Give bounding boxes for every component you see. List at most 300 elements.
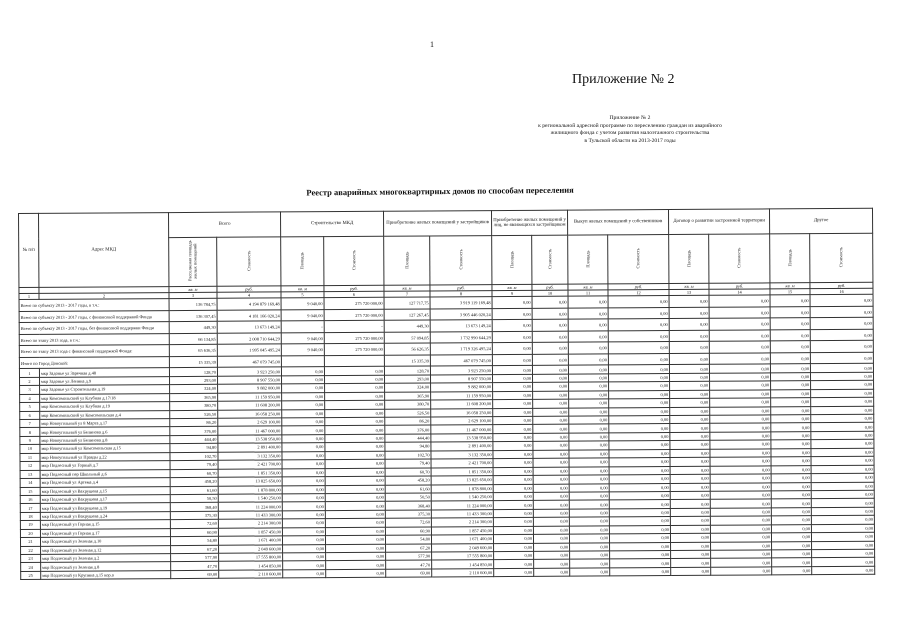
row-value-cell: 0,00 — [811, 364, 874, 373]
sub-header-label: Стоимость — [351, 250, 357, 271]
row-value-cell: 368,40 — [170, 503, 218, 512]
row-value-cell: 2 629 100,00 — [218, 418, 282, 427]
row-value-cell: 11 467 000,00 — [431, 425, 493, 434]
summary-cell: 0,00 — [770, 330, 810, 342]
row-value-cell: 0,00 — [569, 399, 609, 408]
unit-cell: кв. м — [568, 284, 608, 290]
row-value-cell: 0,00 — [532, 366, 568, 375]
unit-cell: кв. м — [169, 286, 217, 292]
row-value-cell: 16 058 250,00 — [431, 408, 493, 417]
row-value-cell: 0,00 — [569, 475, 609, 484]
row-value-cell: 0,00 — [533, 416, 569, 425]
row-value-cell: 0,00 — [812, 532, 875, 541]
row-value-cell: 0,00 — [494, 543, 534, 552]
row-value-cell: 0,00 — [569, 458, 609, 467]
row-value-cell: 324,00 — [385, 383, 431, 392]
row-value-cell: 0,00 — [670, 390, 710, 399]
summary-cell: 1 995 045 495,24 — [217, 344, 281, 356]
row-value-cell: 0,00 — [771, 373, 811, 382]
row-index: 10 — [20, 445, 40, 454]
row-value-cell: 0,00 — [711, 550, 772, 559]
row-value-cell: 47,70 — [171, 562, 219, 571]
row-value-cell: 0,00 — [282, 460, 325, 469]
summary-label: Всего по субъекту 2013 - 2017 годы, с финансовой поддержкой Фонда — [19, 310, 169, 322]
appendix-subtitle — [490, 115, 770, 145]
row-index: 15 — [20, 487, 40, 496]
row-value-cell: 0,00 — [534, 568, 570, 577]
sub-header-label: Площадь — [787, 249, 793, 267]
summary-cell: 56 626,35 — [384, 343, 430, 355]
row-value-cell: 0,00 — [811, 389, 874, 398]
summary-cell: 0,00 — [608, 353, 669, 365]
sub-header-label: Стоимость — [547, 249, 553, 270]
row-value-cell: 0,00 — [533, 458, 569, 467]
row-value-cell: 0,00 — [493, 526, 533, 535]
row-value-cell: 0,00 — [493, 467, 533, 476]
row-address: мкр Комсомольский ул Клубная д.17/18 — [40, 393, 170, 402]
row-index: 6 — [20, 411, 40, 420]
row-value-cell: 0,00 — [534, 560, 570, 569]
row-value-cell: 0,00 — [771, 457, 811, 466]
row-value-cell: 0,00 — [812, 549, 875, 558]
row-value-cell: 0,00 — [325, 485, 385, 494]
row-value-cell: 60,70 — [170, 469, 218, 478]
summary-cell: 0,00 — [568, 319, 608, 331]
summary-label: Всего по субъекту 2013 - 2017 годы, без финансовой поддержки Фонда — [19, 322, 169, 334]
row-index: 9 — [20, 436, 40, 445]
row-value-cell: 0,00 — [709, 364, 770, 373]
row-value-cell: 0,00 — [771, 474, 811, 483]
row-index: 2 — [20, 377, 40, 386]
row-value-cell: 0,00 — [670, 398, 710, 407]
row-address: мкр Задонье ул Заречная д.48 — [39, 368, 169, 377]
row-value-cell: 0,00 — [493, 475, 533, 484]
sub-header-cell — [770, 234, 810, 283]
row-address: мкр Подлесный ул Вахрушева д.19 — [40, 503, 170, 512]
row-value-cell: 0,00 — [609, 500, 670, 509]
row-value-cell: 0,00 — [771, 423, 811, 432]
row-value-cell: 0,00 — [569, 382, 609, 391]
row-value-cell: 0,00 — [670, 432, 710, 441]
row-value-cell: 17 555 800,00 — [432, 552, 494, 561]
summary-cell: 449,30 — [384, 320, 430, 332]
row-value-cell: 11 159 950,00 — [431, 391, 493, 400]
sub-header-label: Стоимость — [736, 247, 742, 269]
summary-cell: 275 720 000,00 — [324, 298, 384, 310]
row-value-cell: 0,00 — [568, 365, 608, 374]
column-number-cell: 8 — [430, 291, 492, 298]
sub-header-cell — [810, 233, 873, 282]
row-value-cell: 72,60 — [385, 518, 431, 527]
summary-cell: 0,00 — [568, 354, 608, 366]
row-value-cell: 368,40 — [385, 501, 431, 510]
row-value-cell: 0,00 — [325, 527, 385, 536]
row-value-cell: 0,00 — [811, 372, 874, 381]
row-address: мкр Подлесный ул Зеленая д.10 — [40, 537, 170, 546]
row-value-cell: 0,00 — [325, 493, 385, 502]
header-purchase-non-developers: Приобретение жилых помещений у лиц, не являющихся застройщиком — [492, 210, 568, 235]
row-value-cell: 1 851 350,00 — [218, 469, 282, 478]
sub-header-label: Расселяемая площадь жилых помещений — [187, 241, 198, 282]
row-value-cell: 0,00 — [670, 424, 710, 433]
row-value-cell: 0,00 — [670, 373, 710, 382]
row-value-cell: 0,00 — [569, 433, 609, 442]
summary-label: Всего по этапу 2013 года с финансовой поддержкой Фонда: — [19, 345, 169, 357]
row-index: 22 — [21, 546, 41, 555]
row-value-cell: 0,00 — [493, 518, 533, 527]
sub-header-cell — [492, 235, 532, 284]
row-value-cell: 0,00 — [282, 519, 325, 528]
summary-cell: 0,00 — [709, 353, 770, 365]
summary-cell: 3 919 119 169,48 — [430, 297, 492, 309]
row-value-cell: 0,00 — [771, 389, 811, 398]
row-value-cell: 0,00 — [494, 535, 534, 544]
row-address: мкр Задонье ул Ленина д.9 — [40, 376, 170, 385]
unit-cell: руб. — [430, 285, 492, 292]
row-value-cell: 0,00 — [282, 392, 325, 401]
row-value-cell: 0,00 — [282, 494, 325, 503]
row-value-cell: 0,00 — [325, 443, 385, 452]
summary-cell: 275 720 000,00 — [324, 344, 384, 356]
summary-cell: 0,00 — [532, 297, 568, 309]
row-value-cell: 0,00 — [533, 425, 569, 434]
row-value-cell: 86,20 — [170, 418, 218, 427]
row-value-cell: 0,00 — [771, 516, 811, 525]
row-value-cell: 0,00 — [534, 551, 570, 560]
header-buyout: Выкуп жилых помещений у собственников — [568, 210, 669, 236]
row-value-cell: 0,00 — [569, 374, 609, 383]
row-value-cell: 0,00 — [670, 457, 710, 466]
row-value-cell: 0,00 — [324, 367, 384, 376]
row-value-cell: 11 433 300,00 — [218, 511, 282, 520]
summary-cell — [324, 355, 384, 367]
summary-label: Всего по этапу 2013 года, в т.ч.: — [19, 333, 169, 345]
summary-cell: 0,00 — [669, 342, 709, 354]
summary-cell: 0,00 — [770, 353, 810, 365]
row-index: 20 — [20, 529, 40, 538]
row-value-cell: 0,00 — [493, 400, 533, 409]
row-value-cell: 0,00 — [771, 364, 811, 373]
row-value-cell: 102,70 — [385, 451, 431, 460]
row-value-cell: 0,00 — [670, 517, 710, 526]
row-value-cell: 0,00 — [811, 499, 874, 508]
summary-cell: 467 079 745,00 — [217, 356, 281, 368]
row-value-cell: 1 878 800,00 — [218, 485, 282, 494]
summary-label: Всего по субъекту 2013 - 2017 годы, в т.ч.: — [19, 299, 169, 311]
summary-cell: 0,00 — [709, 330, 770, 342]
sub-header-cell — [709, 234, 770, 283]
row-value-cell: 0,00 — [282, 527, 325, 536]
row-value-cell: 2 421 700,00 — [218, 460, 282, 469]
row-value-cell: 11 608 200,00 — [431, 400, 493, 409]
row-value-cell: 0,00 — [493, 383, 533, 392]
row-value-cell: 375,30 — [170, 511, 218, 520]
row-value-cell: 0,00 — [533, 441, 569, 450]
summary-cell: 0,00 — [532, 331, 568, 343]
unit-cell: кв. м — [384, 285, 430, 291]
row-value-cell: 0,00 — [493, 459, 533, 468]
row-value-cell: 2 214 300,00 — [431, 518, 493, 527]
row-value-cell: 0,00 — [670, 415, 710, 424]
row-index: 18 — [20, 512, 40, 521]
row-value-cell: 47,70 — [386, 560, 432, 569]
summary-cell: 0,00 — [810, 306, 873, 318]
summary-cell: 0,00 — [608, 342, 669, 354]
header-address: Адрес МКД — [39, 213, 169, 288]
sub-header-label: Площадь — [404, 251, 410, 269]
row-value-cell: 0,00 — [533, 467, 569, 476]
row-value-cell: 0,00 — [811, 431, 874, 440]
row-value-cell: 0,00 — [670, 474, 710, 483]
row-value-cell: 0,00 — [325, 519, 385, 528]
row-value-cell: 3 132 350,00 — [218, 452, 282, 461]
row-value-cell: 0,00 — [811, 507, 874, 516]
column-number-cell: 7 — [384, 291, 430, 297]
row-value-cell: 0,00 — [710, 474, 771, 483]
row-address: мкр Подлесный ул Горный д.7 — [40, 461, 170, 470]
summary-cell: 127 267,45 — [384, 309, 430, 321]
row-value-cell: 60,90 — [170, 528, 218, 537]
row-value-cell: 102,70 — [170, 452, 218, 461]
row-address: мкр Подлесный ул Вахрушева д.17 — [40, 495, 170, 504]
row-address: мкр Подлесный ул Зеленая д.12 — [41, 545, 171, 554]
row-value-cell: 0,00 — [569, 441, 609, 450]
row-value-cell: 0,00 — [569, 526, 609, 535]
row-value-cell: 128,70 — [384, 366, 430, 375]
row-value-cell: 324,00 — [170, 385, 218, 394]
row-index: 19 — [20, 521, 40, 530]
row-value-cell: 0,00 — [671, 542, 711, 551]
row-value-cell: 0,00 — [534, 534, 570, 543]
summary-cell: 0,00 — [608, 330, 669, 342]
unit-cell: руб. — [532, 284, 568, 290]
row-value-cell: 0,00 — [610, 551, 671, 560]
subtitle-line: в Тульской области на 2013-2017 годы — [584, 137, 676, 144]
row-value-cell: 380,70 — [385, 400, 431, 409]
row-value-cell: 50,50 — [385, 493, 431, 502]
row-value-cell: 0,00 — [771, 482, 811, 491]
row-value-cell: 0,00 — [494, 560, 534, 569]
row-value-cell: 0,00 — [533, 408, 569, 417]
row-value-cell: 1 857 450,00 — [218, 528, 282, 537]
row-value-cell: 0,00 — [771, 432, 811, 441]
column-number-cell: 11 — [568, 290, 608, 296]
column-number-cell: 4 — [217, 292, 281, 299]
summary-cell: 0,00 — [532, 320, 568, 332]
row-index: 25 — [21, 571, 41, 580]
header-construction: Строительство МКД — [281, 211, 384, 237]
row-value-cell: 0,00 — [325, 459, 385, 468]
row-value-cell: 0,00 — [609, 491, 670, 500]
header-index: № п/п — [19, 213, 39, 287]
row-value-cell: 0,00 — [325, 417, 385, 426]
row-value-cell: 0,00 — [493, 425, 533, 434]
unit-cell: кв. м — [669, 283, 709, 289]
summary-cell: 275 720 000,00 — [324, 332, 384, 344]
row-value-cell: 0,00 — [325, 392, 385, 401]
sub-header-cell — [669, 234, 709, 283]
row-value-cell: 0,00 — [493, 433, 533, 442]
row-address: мкр Подлесный пер Школьный д.6 — [40, 469, 170, 478]
row-index: 16 — [20, 495, 40, 504]
row-value-cell: 0,00 — [772, 550, 812, 559]
row-value-cell: 13 538 950,00 — [218, 435, 282, 444]
summary-label: Итого по Город Донской: — [19, 356, 169, 368]
row-value-cell: 1 878 800,00 — [431, 484, 493, 493]
row-value-cell: 526,50 — [385, 409, 431, 418]
row-value-cell: 0,00 — [569, 424, 609, 433]
row-value-cell: 0,00 — [533, 450, 569, 459]
row-value-cell: 0,00 — [811, 516, 874, 525]
row-value-cell: 0,00 — [670, 525, 710, 534]
row-address: мкр Задонье ул Строительная д.19 — [40, 385, 170, 394]
row-value-cell: 11 433 300,00 — [431, 509, 493, 518]
unit-cell: руб. — [608, 284, 669, 291]
row-address: мкр Комсомольский ул Клубная д.19 — [40, 402, 170, 411]
row-value-cell: 0,00 — [533, 475, 569, 484]
row-value-cell: 1 454 850,00 — [219, 561, 283, 570]
row-value-cell: 0,00 — [609, 399, 670, 408]
row-index: 12 — [20, 462, 40, 471]
row-value-cell: 0,00 — [771, 415, 811, 424]
summary-cell: 0,00 — [608, 319, 669, 331]
row-value-cell: 0,00 — [326, 552, 386, 561]
row-value-cell: 0,00 — [283, 553, 326, 562]
header-purchase-developers: Приобретение жилых помещений у застройщиков — [384, 211, 492, 237]
row-value-cell: 0,00 — [710, 415, 771, 424]
summary-cell: 0,00 — [608, 296, 669, 308]
row-value-cell: 0,00 — [493, 391, 533, 400]
row-value-cell: 2 049 600,00 — [219, 544, 283, 553]
row-address: мкр Подлесный ул Вахрушева д.15 — [40, 486, 170, 495]
summary-cell: 13 673 149,24 — [217, 321, 281, 333]
row-value-cell: 86,20 — [385, 417, 431, 426]
row-value-cell: 0,00 — [710, 390, 771, 399]
summary-cell: 9 040,00 — [281, 344, 324, 356]
row-index: 1 — [19, 369, 39, 378]
row-value-cell: 0,00 — [492, 366, 532, 375]
row-value-cell: 0,00 — [811, 423, 874, 432]
row-value-cell: 0,00 — [325, 426, 385, 435]
row-value-cell: 0,00 — [282, 418, 325, 427]
summary-cell: 0,00 — [669, 319, 709, 331]
row-value-cell: 0,00 — [569, 492, 609, 501]
sub-header-cell — [384, 236, 430, 285]
summary-cell: 0,00 — [709, 307, 770, 319]
column-number-cell: 14 — [709, 289, 770, 296]
row-value-cell: 0,00 — [710, 423, 771, 432]
summary-cell: 0,00 — [532, 308, 568, 320]
row-value-cell: 0,00 — [811, 406, 874, 415]
summary-cell: - — [324, 321, 384, 333]
row-value-cell: 9 882 000,00 — [431, 383, 493, 392]
row-value-cell: 3 923 250,00 — [430, 366, 492, 375]
summary-cell: 0,00 — [492, 331, 532, 343]
row-value-cell: 365,90 — [385, 392, 431, 401]
row-index: 14 — [20, 478, 40, 487]
row-value-cell: 0,00 — [609, 416, 670, 425]
row-value-cell: 0,00 — [533, 492, 569, 501]
appendix-title: Приложение № 2 — [572, 72, 675, 87]
row-value-cell: 0,00 — [283, 570, 326, 579]
row-value-cell: 1 671 400,00 — [432, 535, 494, 544]
row-value-cell: 0,00 — [670, 407, 710, 416]
row-value-cell: 0,00 — [710, 432, 771, 441]
row-value-cell: 0,00 — [570, 542, 610, 551]
summary-cell — [281, 356, 324, 368]
row-value-cell: 0,00 — [282, 435, 325, 444]
row-value-cell: 16 058 250,00 — [218, 409, 282, 418]
summary-cell: 0,00 — [608, 307, 669, 319]
row-value-cell: 11 224 000,00 — [431, 501, 493, 510]
row-value-cell: 0,00 — [493, 374, 533, 383]
row-value-cell: 2 110 600,00 — [432, 569, 494, 578]
sub-header-label: Площадь — [585, 250, 591, 268]
row-value-cell: 375,30 — [385, 510, 431, 519]
summary-cell: 0,00 — [492, 343, 532, 355]
row-value-cell: 458,20 — [385, 476, 431, 485]
row-value-cell: 0,00 — [569, 517, 609, 526]
summary-cell: 65 636,35 — [169, 345, 217, 357]
row-value-cell: 293,00 — [170, 376, 218, 385]
row-value-cell: 0,00 — [811, 440, 874, 449]
row-value-cell: 0,00 — [570, 568, 610, 577]
summary-cell: 136 784,75 — [169, 299, 217, 311]
row-value-cell: 0,00 — [710, 525, 771, 534]
row-value-cell: 0,00 — [811, 473, 874, 482]
row-value-cell: 0,00 — [569, 391, 609, 400]
row-value-cell: 0,00 — [811, 397, 874, 406]
registry-table — [18, 208, 875, 581]
row-value-cell: 0,00 — [772, 533, 812, 542]
summary-cell: 66 134,85 — [169, 333, 217, 345]
row-value-cell: 11 224 000,00 — [218, 502, 282, 511]
sub-header-label: Площадь — [686, 249, 692, 267]
column-number-cell: 13 — [669, 289, 709, 295]
row-value-cell: 1 851 350,00 — [431, 467, 493, 476]
summary-cell: 449,30 — [169, 322, 217, 334]
subtitle-line: жилищного фонда с учетом развития малоэтажного строительства — [550, 130, 710, 137]
row-value-cell: 0,00 — [325, 434, 385, 443]
row-value-cell: 67,20 — [171, 545, 219, 554]
row-value-cell: 376,00 — [385, 425, 431, 434]
row-value-cell: 2 629 100,00 — [431, 417, 493, 426]
summary-cell: 57 094,85 — [384, 332, 430, 344]
table-body — [19, 295, 875, 580]
unit-cell: кв. м — [492, 284, 532, 290]
row-value-cell: 0,00 — [710, 466, 771, 475]
row-value-cell: 0,00 — [325, 510, 385, 519]
row-value-cell: 0,00 — [670, 483, 710, 492]
sub-header-label: Площадь — [299, 252, 305, 270]
row-value-cell: 0,00 — [609, 424, 670, 433]
row-value-cell: 2 049 600,00 — [432, 543, 494, 552]
sub-header-cell — [532, 235, 568, 284]
row-value-cell: 61,60 — [385, 485, 431, 494]
summary-cell: 0,00 — [709, 341, 770, 353]
row-address: мкр Новоугольный ул Комсомольская д.15 — [40, 444, 170, 453]
row-value-cell: 0,00 — [569, 450, 609, 459]
row-value-cell: 128,70 — [169, 368, 217, 377]
row-value-cell: 293,00 — [385, 375, 431, 384]
row-address: мкр Подлесный ул Зеленая д.8 — [41, 562, 171, 571]
row-value-cell: 0,00 — [282, 502, 325, 511]
sub-header-cell — [217, 237, 281, 286]
row-value-cell: 0,00 — [710, 373, 771, 382]
row-index: 13 — [20, 470, 40, 479]
summary-cell: 0,00 — [810, 329, 873, 341]
row-value-cell: 376,00 — [170, 427, 218, 436]
